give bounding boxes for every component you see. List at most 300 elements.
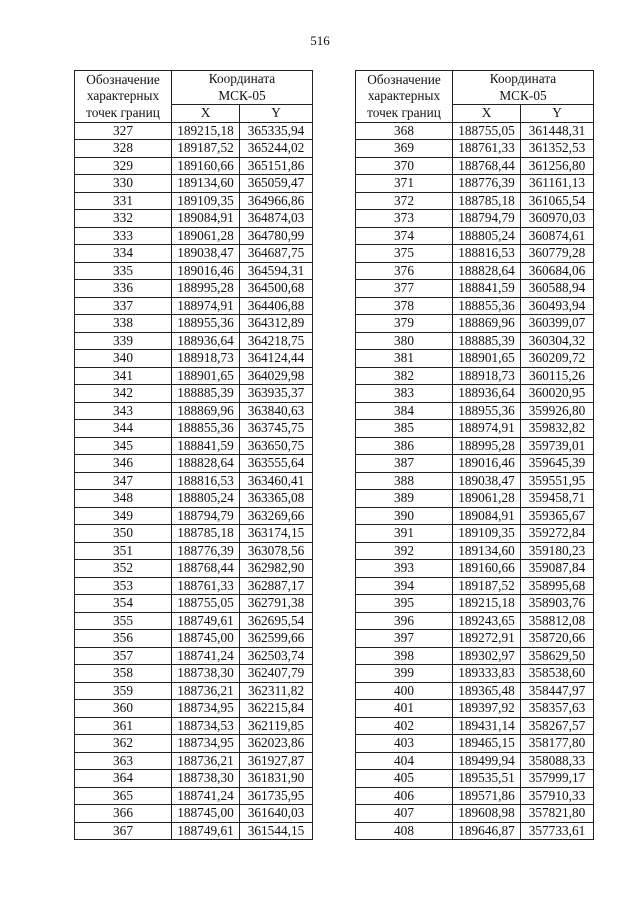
point-number-cell: 366 xyxy=(75,805,172,823)
y-coordinate-cell: 359458,71 xyxy=(521,490,594,508)
coordinates-body-right xyxy=(356,122,594,840)
header-coord-line: МСК-05 xyxy=(499,87,547,103)
point-label-header xyxy=(75,71,172,123)
point-number-cell: 343 xyxy=(75,402,172,420)
x-coordinate-cell: 188785,18 xyxy=(172,525,240,543)
y-coordinate-cell: 359926,80 xyxy=(521,402,594,420)
table-row xyxy=(75,210,313,228)
y-coordinate-cell: 361735,95 xyxy=(240,787,313,805)
table-row xyxy=(356,630,594,648)
point-label-header xyxy=(356,71,453,123)
x-coordinate-cell: 189272,91 xyxy=(453,630,521,648)
point-number-cell: 407 xyxy=(356,805,453,823)
table-row xyxy=(356,542,594,560)
point-number-cell: 373 xyxy=(356,210,453,228)
table-row xyxy=(356,577,594,595)
table-row xyxy=(356,647,594,665)
x-coordinate-cell: 188885,39 xyxy=(453,332,521,350)
x-coordinate-cell: 188794,79 xyxy=(172,507,240,525)
y-coordinate-cell: 364218,75 xyxy=(240,332,313,350)
point-number-cell: 374 xyxy=(356,227,453,245)
table-row xyxy=(356,262,594,280)
point-number-cell: 379 xyxy=(356,315,453,333)
table-row xyxy=(75,332,313,350)
point-number-cell: 393 xyxy=(356,560,453,578)
y-coordinate-cell: 360304,32 xyxy=(521,332,594,350)
x-coordinate-cell: 189109,35 xyxy=(453,525,521,543)
point-number-cell: 382 xyxy=(356,367,453,385)
x-coordinate-cell: 189109,35 xyxy=(172,192,240,210)
y-coordinate-cell: 365059,47 xyxy=(240,175,313,193)
y-coordinate-cell: 363745,75 xyxy=(240,420,313,438)
point-number-cell: 406 xyxy=(356,787,453,805)
x-coordinate-cell: 189431,14 xyxy=(453,717,521,735)
y-coordinate-cell: 360493,94 xyxy=(521,297,594,315)
x-coordinate-cell: 189061,28 xyxy=(172,227,240,245)
point-number-cell: 389 xyxy=(356,490,453,508)
x-coordinate-cell: 189243,65 xyxy=(453,612,521,630)
x-coordinate-cell: 188901,65 xyxy=(172,367,240,385)
x-coordinate-cell: 188745,00 xyxy=(172,630,240,648)
x-coordinate-cell: 189038,47 xyxy=(453,472,521,490)
point-number-cell: 380 xyxy=(356,332,453,350)
point-number-cell: 346 xyxy=(75,455,172,473)
x-coordinate-cell: 189160,66 xyxy=(453,560,521,578)
table-row xyxy=(75,752,313,770)
x-coordinate-cell: 188918,73 xyxy=(453,367,521,385)
x-coordinate-cell: 188816,53 xyxy=(172,472,240,490)
point-number-cell: 387 xyxy=(356,455,453,473)
point-number-cell: 367 xyxy=(75,822,172,840)
y-coordinate-cell: 364312,89 xyxy=(240,315,313,333)
y-coordinate-cell: 359551,95 xyxy=(521,472,594,490)
table-row xyxy=(75,612,313,630)
table-row xyxy=(356,805,594,823)
y-coordinate-cell: 359087,84 xyxy=(521,560,594,578)
x-coordinate-cell: 189061,28 xyxy=(453,490,521,508)
table-row xyxy=(75,735,313,753)
table-row xyxy=(75,770,313,788)
table-row xyxy=(356,280,594,298)
x-coordinate-cell: 188794,79 xyxy=(453,210,521,228)
y-coordinate-cell: 358177,80 xyxy=(521,735,594,753)
y-coordinate-cell: 363460,41 xyxy=(240,472,313,490)
coordinate-header xyxy=(172,71,313,105)
x-coordinate-cell: 189160,66 xyxy=(172,157,240,175)
point-number-cell: 358 xyxy=(75,665,172,683)
table-row xyxy=(356,157,594,175)
table-row xyxy=(75,525,313,543)
y-coordinate-cell: 359272,84 xyxy=(521,525,594,543)
header-coord-line: МСК-05 xyxy=(218,87,266,103)
x-coordinate-cell: 189134,60 xyxy=(453,542,521,560)
y-coordinate-cell: 363078,56 xyxy=(240,542,313,560)
y-coordinate-cell: 362023,86 xyxy=(240,735,313,753)
y-coordinate-cell: 362311,82 xyxy=(240,682,313,700)
y-header: Y xyxy=(240,105,313,123)
point-number-cell: 348 xyxy=(75,490,172,508)
point-number-cell: 329 xyxy=(75,157,172,175)
x-coordinate-cell: 188995,28 xyxy=(172,280,240,298)
y-coordinate-cell: 361831,90 xyxy=(240,770,313,788)
point-number-cell: 345 xyxy=(75,437,172,455)
table-row xyxy=(75,490,313,508)
table-row xyxy=(75,262,313,280)
table-row xyxy=(75,507,313,525)
header-label-line: точек границ xyxy=(86,104,160,120)
y-coordinate-cell: 358447,97 xyxy=(521,682,594,700)
point-number-cell: 397 xyxy=(356,630,453,648)
y-coordinate-cell: 357910,33 xyxy=(521,787,594,805)
y-coordinate-cell: 361065,54 xyxy=(521,192,594,210)
y-coordinate-cell: 364874,03 xyxy=(240,210,313,228)
x-coordinate-cell: 188776,39 xyxy=(172,542,240,560)
x-coordinate-cell: 188805,24 xyxy=(172,490,240,508)
x-coordinate-cell: 188805,24 xyxy=(453,227,521,245)
y-coordinate-cell: 359365,67 xyxy=(521,507,594,525)
y-coordinate-cell: 359645,39 xyxy=(521,455,594,473)
y-coordinate-cell: 365151,86 xyxy=(240,157,313,175)
y-coordinate-cell: 361640,03 xyxy=(240,805,313,823)
header-coord-line: Координата xyxy=(489,71,557,86)
point-number-cell: 339 xyxy=(75,332,172,350)
x-coordinate-cell: 188828,64 xyxy=(172,455,240,473)
x-coordinate-cell: 188736,21 xyxy=(172,682,240,700)
table-row xyxy=(75,245,313,263)
header-label-line: Обозначение xyxy=(367,71,441,87)
table-row xyxy=(356,612,594,630)
x-coordinate-cell: 188738,30 xyxy=(172,770,240,788)
x-coordinate-cell: 189038,47 xyxy=(172,245,240,263)
x-coordinate-cell: 188855,36 xyxy=(172,420,240,438)
point-number-cell: 385 xyxy=(356,420,453,438)
y-coordinate-cell: 364780,99 xyxy=(240,227,313,245)
table-row xyxy=(356,595,594,613)
y-coordinate-cell: 360209,72 xyxy=(521,350,594,368)
table-row xyxy=(356,560,594,578)
x-coordinate-cell: 188955,36 xyxy=(172,315,240,333)
x-coordinate-cell: 188736,21 xyxy=(172,752,240,770)
y-coordinate-cell: 361927,87 xyxy=(240,752,313,770)
point-number-cell: 401 xyxy=(356,700,453,718)
y-coordinate-cell: 357821,80 xyxy=(521,805,594,823)
point-number-cell: 368 xyxy=(356,122,453,140)
table-row xyxy=(356,717,594,735)
table-row xyxy=(75,647,313,665)
point-number-cell: 376 xyxy=(356,262,453,280)
point-number-cell: 355 xyxy=(75,612,172,630)
table-row xyxy=(356,665,594,683)
y-coordinate-cell: 358903,76 xyxy=(521,595,594,613)
x-coordinate-cell: 188816,53 xyxy=(453,245,521,263)
point-number-cell: 375 xyxy=(356,245,453,263)
point-number-cell: 334 xyxy=(75,245,172,263)
x-coordinate-cell: 189187,52 xyxy=(172,140,240,158)
table-row xyxy=(356,175,594,193)
point-number-cell: 388 xyxy=(356,472,453,490)
table-row xyxy=(356,735,594,753)
table-row xyxy=(75,595,313,613)
point-number-cell: 403 xyxy=(356,735,453,753)
table-row xyxy=(356,210,594,228)
y-coordinate-cell: 360684,06 xyxy=(521,262,594,280)
table-row xyxy=(356,122,594,140)
header-label-line: характерных xyxy=(367,88,441,103)
point-number-cell: 351 xyxy=(75,542,172,560)
x-coordinate-cell: 188955,36 xyxy=(453,402,521,420)
x-coordinate-cell: 189302,97 xyxy=(453,647,521,665)
table-row xyxy=(75,227,313,245)
y-coordinate-cell: 361544,15 xyxy=(240,822,313,840)
table-row xyxy=(75,175,313,193)
table-row xyxy=(75,577,313,595)
table-row xyxy=(75,140,313,158)
table-row xyxy=(75,542,313,560)
table-row xyxy=(75,157,313,175)
y-coordinate-cell: 359832,82 xyxy=(521,420,594,438)
y-coordinate-cell: 362407,79 xyxy=(240,665,313,683)
y-coordinate-cell: 363935,37 xyxy=(240,385,313,403)
y-coordinate-cell: 363365,08 xyxy=(240,490,313,508)
x-coordinate-cell: 189134,60 xyxy=(172,175,240,193)
page-number: 516 xyxy=(310,33,330,48)
table-row xyxy=(75,350,313,368)
x-coordinate-cell: 188741,24 xyxy=(172,787,240,805)
point-number-cell: 396 xyxy=(356,612,453,630)
y-coordinate-cell: 364594,31 xyxy=(240,262,313,280)
y-coordinate-cell: 360399,07 xyxy=(521,315,594,333)
coordinates-table-left xyxy=(74,70,313,840)
x-coordinate-cell: 188741,24 xyxy=(172,647,240,665)
point-number-cell: 363 xyxy=(75,752,172,770)
header-label-line: точек границ xyxy=(367,104,441,120)
table-row xyxy=(356,402,594,420)
point-number-cell: 394 xyxy=(356,577,453,595)
point-number-cell: 399 xyxy=(356,665,453,683)
table-row xyxy=(75,402,313,420)
x-coordinate-cell: 188974,91 xyxy=(172,297,240,315)
table-row xyxy=(356,507,594,525)
table-row xyxy=(356,140,594,158)
point-number-cell: 395 xyxy=(356,595,453,613)
point-number-cell: 344 xyxy=(75,420,172,438)
x-coordinate-cell: 189215,18 xyxy=(453,595,521,613)
point-number-cell: 357 xyxy=(75,647,172,665)
table-row xyxy=(75,297,313,315)
y-coordinate-cell: 357999,17 xyxy=(521,770,594,788)
y-coordinate-cell: 360020,95 xyxy=(521,385,594,403)
table-row xyxy=(75,385,313,403)
header-coord-line: Координата xyxy=(208,71,276,86)
y-coordinate-cell: 357733,61 xyxy=(521,822,594,840)
table-row xyxy=(356,455,594,473)
table-row xyxy=(75,665,313,683)
x-header: X xyxy=(172,105,240,123)
y-coordinate-cell: 361352,53 xyxy=(521,140,594,158)
table-row xyxy=(356,770,594,788)
x-coordinate-cell: 188734,53 xyxy=(172,717,240,735)
table-row xyxy=(356,420,594,438)
point-number-cell: 336 xyxy=(75,280,172,298)
table-row xyxy=(75,700,313,718)
point-number-cell: 369 xyxy=(356,140,453,158)
y-coordinate-cell: 363555,64 xyxy=(240,455,313,473)
point-number-cell: 370 xyxy=(356,157,453,175)
point-number-cell: 402 xyxy=(356,717,453,735)
y-coordinate-cell: 358267,57 xyxy=(521,717,594,735)
y-coordinate-cell: 364687,75 xyxy=(240,245,313,263)
header-label-line: характерных xyxy=(86,88,160,103)
x-coordinate-cell: 188768,44 xyxy=(453,157,521,175)
table-row xyxy=(356,385,594,403)
x-coordinate-cell: 189187,52 xyxy=(453,577,521,595)
point-number-cell: 332 xyxy=(75,210,172,228)
x-coordinate-cell: 189571,86 xyxy=(453,787,521,805)
x-coordinate-cell: 189084,91 xyxy=(172,210,240,228)
y-coordinate-cell: 362695,54 xyxy=(240,612,313,630)
point-number-cell: 371 xyxy=(356,175,453,193)
y-coordinate-cell: 362982,90 xyxy=(240,560,313,578)
y-coordinate-cell: 362119,85 xyxy=(240,717,313,735)
x-coordinate-cell: 188841,59 xyxy=(172,437,240,455)
header-label-line: Обозначение xyxy=(86,71,160,87)
table-row xyxy=(75,682,313,700)
x-coordinate-cell: 188749,61 xyxy=(172,822,240,840)
point-number-cell: 378 xyxy=(356,297,453,315)
point-number-cell: 381 xyxy=(356,350,453,368)
point-number-cell: 353 xyxy=(75,577,172,595)
y-coordinate-cell: 360970,03 xyxy=(521,210,594,228)
coordinates-body-left xyxy=(75,122,313,840)
x-coordinate-cell: 189608,98 xyxy=(453,805,521,823)
point-number-cell: 331 xyxy=(75,192,172,210)
y-coordinate-cell: 365244,02 xyxy=(240,140,313,158)
y-coordinate-cell: 360779,28 xyxy=(521,245,594,263)
point-number-cell: 405 xyxy=(356,770,453,788)
table-row xyxy=(356,472,594,490)
table-row xyxy=(75,122,313,140)
y-coordinate-cell: 358538,60 xyxy=(521,665,594,683)
point-number-cell: 327 xyxy=(75,122,172,140)
table-row xyxy=(356,367,594,385)
table-row xyxy=(75,805,313,823)
point-number-cell: 328 xyxy=(75,140,172,158)
table-row xyxy=(356,437,594,455)
y-coordinate-cell: 360588,94 xyxy=(521,280,594,298)
x-coordinate-cell: 189646,87 xyxy=(453,822,521,840)
point-number-cell: 364 xyxy=(75,770,172,788)
table-row xyxy=(75,192,313,210)
point-number-cell: 384 xyxy=(356,402,453,420)
table-row xyxy=(75,315,313,333)
point-number-cell: 386 xyxy=(356,437,453,455)
y-coordinate-cell: 362503,74 xyxy=(240,647,313,665)
x-coordinate-cell: 189016,46 xyxy=(172,262,240,280)
point-number-cell: 383 xyxy=(356,385,453,403)
y-coordinate-cell: 364500,68 xyxy=(240,280,313,298)
x-coordinate-cell: 188761,33 xyxy=(172,577,240,595)
x-coordinate-cell: 188995,28 xyxy=(453,437,521,455)
point-number-cell: 404 xyxy=(356,752,453,770)
y-coordinate-cell: 358357,63 xyxy=(521,700,594,718)
point-number-cell: 361 xyxy=(75,717,172,735)
y-coordinate-cell: 364124,44 xyxy=(240,350,313,368)
table-row xyxy=(356,315,594,333)
y-coordinate-cell: 361256,80 xyxy=(521,157,594,175)
table-row xyxy=(356,822,594,840)
y-coordinate-cell: 358088,33 xyxy=(521,752,594,770)
y-coordinate-cell: 360115,26 xyxy=(521,367,594,385)
table-row xyxy=(356,350,594,368)
x-coordinate-cell: 188768,44 xyxy=(172,560,240,578)
coordinate-header xyxy=(453,71,594,105)
x-coordinate-cell: 188841,59 xyxy=(453,280,521,298)
x-coordinate-cell: 188974,91 xyxy=(453,420,521,438)
x-coordinate-cell: 188745,00 xyxy=(172,805,240,823)
table-row xyxy=(356,787,594,805)
x-coordinate-cell: 188755,05 xyxy=(172,595,240,613)
x-coordinate-cell: 189535,51 xyxy=(453,770,521,788)
point-number-cell: 365 xyxy=(75,787,172,805)
y-header: Y xyxy=(521,105,594,123)
point-number-cell: 391 xyxy=(356,525,453,543)
point-number-cell: 362 xyxy=(75,735,172,753)
y-coordinate-cell: 362791,38 xyxy=(240,595,313,613)
x-coordinate-cell: 188901,65 xyxy=(453,350,521,368)
point-number-cell: 338 xyxy=(75,315,172,333)
x-header: X xyxy=(453,105,521,123)
x-coordinate-cell: 189397,92 xyxy=(453,700,521,718)
table-row xyxy=(356,682,594,700)
table-row xyxy=(75,630,313,648)
x-coordinate-cell: 189016,46 xyxy=(453,455,521,473)
table-row xyxy=(356,227,594,245)
x-coordinate-cell: 188734,95 xyxy=(172,735,240,753)
point-number-cell: 360 xyxy=(75,700,172,718)
y-coordinate-cell: 362599,66 xyxy=(240,630,313,648)
x-coordinate-cell: 188918,73 xyxy=(172,350,240,368)
y-coordinate-cell: 358995,68 xyxy=(521,577,594,595)
x-coordinate-cell: 189084,91 xyxy=(453,507,521,525)
table-row xyxy=(75,560,313,578)
y-coordinate-cell: 359180,23 xyxy=(521,542,594,560)
x-coordinate-cell: 188776,39 xyxy=(453,175,521,193)
table-row xyxy=(75,472,313,490)
point-number-cell: 398 xyxy=(356,647,453,665)
point-number-cell: 392 xyxy=(356,542,453,560)
point-number-cell: 347 xyxy=(75,472,172,490)
y-coordinate-cell: 362215,84 xyxy=(240,700,313,718)
point-number-cell: 349 xyxy=(75,507,172,525)
point-number-cell: 400 xyxy=(356,682,453,700)
table-row xyxy=(356,490,594,508)
x-coordinate-cell: 188885,39 xyxy=(172,385,240,403)
x-coordinate-cell: 188734,95 xyxy=(172,700,240,718)
table-row xyxy=(75,787,313,805)
table-row xyxy=(356,332,594,350)
y-coordinate-cell: 364966,86 xyxy=(240,192,313,210)
table-row xyxy=(356,245,594,263)
y-coordinate-cell: 358720,66 xyxy=(521,630,594,648)
point-number-cell: 330 xyxy=(75,175,172,193)
y-coordinate-cell: 363650,75 xyxy=(240,437,313,455)
point-number-cell: 408 xyxy=(356,822,453,840)
x-coordinate-cell: 188828,64 xyxy=(453,262,521,280)
point-number-cell: 350 xyxy=(75,525,172,543)
y-coordinate-cell: 361448,31 xyxy=(521,122,594,140)
x-coordinate-cell: 188755,05 xyxy=(453,122,521,140)
y-coordinate-cell: 361161,13 xyxy=(521,175,594,193)
